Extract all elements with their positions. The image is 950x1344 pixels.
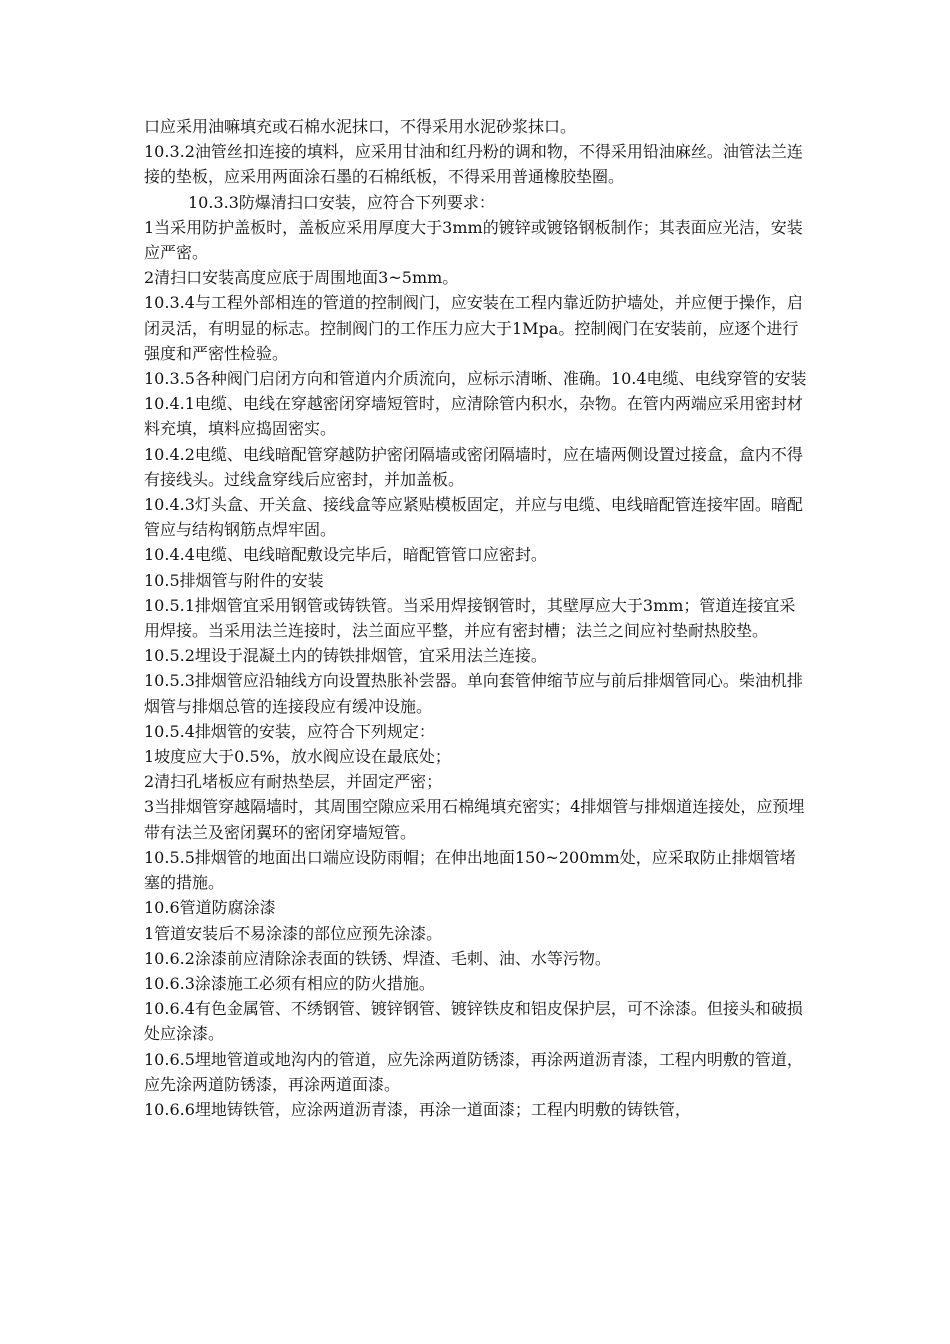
paragraph: 10.5.4排烟管的安装，应符合下列规定： [144,721,435,741]
section-heading: 10.5排烟管与附件的安装 [144,570,324,590]
paragraph: 10.5.3排烟管应沿轴线方向设置热胀补尝器。单向套管伸缩节应与前后排烟管同心。柴油机排烟管与排烟总管的连接段应有缓冲设施。 [144,671,803,716]
paragraph: 10.6.2涂漆前应清除涂表面的铁锈、焊渣、毛刺、油、水等污物。 [144,948,611,968]
paragraph: 10.3.5各种阀门启闭方向和管道内介质流向，应标示清晰、准确。10.4电缆、电线穿管的安装 [144,369,807,389]
paragraph: 10.6.3涂漆施工必须有相应的防火措施。 [144,973,435,993]
paragraph: 口应采用油嘛填充或石棉水泥抹口，不得采用水泥砂浆抹口。 [144,117,577,136]
paragraph: 2清扫孔堵板应有耐热垫层，并固定严密； [144,772,443,792]
paragraph: 10.5.5排烟管的地面出口端应设防雨帽；在伸出地面150~200mm处，应采取防止排烟管堵塞的措施。 [144,847,796,893]
paragraph: 10.6.4有色金属管、不绣钢管、镀锌钢管、镀锌铁皮和铝皮保护层，可不涂漆。但接头和破损处应涂漆。 [144,999,803,1044]
paragraph: 10.6.5埋地管道或地沟内的管道，应先涂两道防锈漆，再涂两道沥青漆，工程内明敷的管道，应先涂两道防锈漆，再涂两道面漆。 [144,1049,803,1094]
paragraph: 10.4.1电缆、电线在穿越密闭穿墙短管时，应清除管内积水，杂物。在管内两端应采用密封材料充填，填料应捣固密实。 [144,394,803,439]
paragraph: 10.3.4与工程外部相连的管道的控制阀门，应安装在工程内靠近防护墙处，并应便于操作，启闭灵活，有明显的标志。控制阀门的工作压力应大于1Mpa。控制阀门在安装前，应逐个进行强度和严密性检验。 [144,293,803,363]
paragraph: 10.4.3灯头盒、开关盒、接线盒等应紧贴模板固定，并应与电缆、电线暗配管连接牢固。暗配管应与结构钢筋点焊牢固。 [144,495,803,540]
paragraph: 10.4.4电缆、电线暗配敷设完毕后，暗配管管口应密封。 [144,545,547,565]
paragraph: 10.4.2电缆、电线暗配管穿越防护密闭隔墙或密闭隔墙时，应在墙两侧设置过接盒，盒内不得有接线头。过线盒穿线后应密封，并加盖板。 [144,444,803,489]
paragraph: 1当采用防护盖板时，盖板应采用厚度大于3mm的镀锌或镀铬钢板制作；其表面应光洁，安装应严密。 [144,217,803,263]
document-body [144,114,810,1122]
paragraph: 10.6.6埋地铸铁管，应涂两道沥青漆，再涂一道面漆；工程内明敷的铸铁管， [144,1099,691,1119]
paragraph: 10.3.2油管丝扣连接的填料，应采用甘油和红丹粉的调和物，不得采用铅油麻丝。油管法兰连接的垫板，应采用两面涂石墨的石棉纸板，不得采用普通橡胶垫圈。 [144,142,803,187]
paragraph: 3当排烟管穿越隔墙时，其周围空隙应采用石棉绳填充密实；4排烟管与排烟道连接处，应预埋带有法兰及密闭翼环的密闭穿墙短管。 [144,797,805,842]
paragraph: 1管道安装后不易涂漆的部位应预先涂漆。 [144,923,443,943]
section-heading: 10.3.3防爆清扫口安装，应符合下列要求： [188,192,495,212]
section-heading: 10.6管道防腐涂漆 [144,898,276,918]
paragraph: 2清扫口安装高度应底于周围地面3~5mm。 [144,268,459,288]
paragraph: 1坡度应大于0.5%，放水阀应设在最底处； [144,747,451,767]
paragraph: 10.5.1排烟管宜采用钢管或铸铁管。当采用焊接钢管时，其壁厚应大于3mm；管道连接宜采用焊接。当采用法兰连接时，法兰面应平整，并应有密封槽；法兰之间应衬垫耐热胶垫。 [144,595,796,641]
paragraph: 10.5.2埋设于混凝土内的铸铁排烟管，宜采用法兰连接。 [144,646,547,666]
